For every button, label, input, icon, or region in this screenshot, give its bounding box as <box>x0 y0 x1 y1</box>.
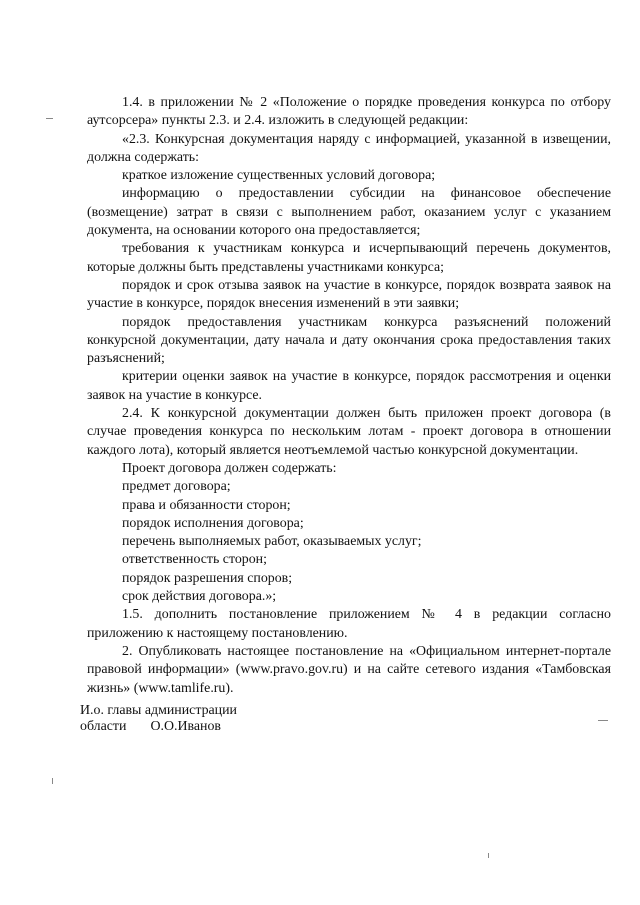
signature-title-region: области <box>80 719 127 734</box>
paragraph-1-4: 1.4. в приложении № 2 «Положение о порядке проведения конкурса по отбору аутсорсера» пункты 2.3. и 2.4. изложить в следующей редакции: <box>87 95 611 129</box>
signature-title: И.о. главы администрации <box>80 703 237 718</box>
document-body <box>87 94 611 698</box>
list-item: перечень выполняемых работ, оказываемых услуг; <box>122 534 422 550</box>
list-item: ответственность сторон; <box>122 552 267 568</box>
scan-speck <box>52 778 53 784</box>
list-item: предмет договора; <box>122 479 231 495</box>
signature-block <box>80 703 237 735</box>
paragraph-2-4: 2.4. К конкурсной документации должен быть приложен проект договора (в случае проведения конкурса по нескольким лотам - проект договора в отношении каждого лота), который является неотъемлемой частью конкурсной документации. <box>87 406 611 458</box>
list-item: порядок разрешения споров; <box>122 570 293 586</box>
list-item: порядок предоставления участникам конкурса разъяснений положений конкурсной документации, дату начала и дату окончания срока предоставления таких разъяснений; <box>87 314 611 367</box>
paragraph-2: 2. Опубликовать настоящее постановление на «Официальном интернет-портале правовой информации» (www.pravo.gov.ru) и на сайте сетевого издания «Тамбовская жизнь» (www.tamlife.ru). <box>87 643 611 696</box>
signature-name: О.О.Иванов <box>150 719 221 734</box>
list-item: информацию о предоставлении субсидии на финансовое обеспечение (возмещение) затрат в связи с выполнением работ, оказанием услуг с указанием документа, на основании которого она предоставляется; <box>87 186 611 239</box>
signature-line-2 <box>80 719 237 735</box>
list-item: порядок исполнения договора; <box>122 515 304 531</box>
paragraph-1-5: 1.5. дополнить постановление приложением № 4 в редакции согласно приложению к настоящему постановлению. <box>87 607 611 641</box>
list-item: права и обязанности сторон; <box>122 497 291 513</box>
scan-speck <box>46 118 53 119</box>
list-item: критерии оценки заявок на участие в конкурсе, порядок рассмотрения и оценки заявок на участие в конкурсе. <box>87 369 611 403</box>
scan-speck <box>488 853 489 858</box>
list-item: краткое изложение существенных условий договора; <box>122 168 436 184</box>
paragraph-2-3: «2.3. Конкурсная документация наряду с информацией, указанной в извещении, должна содержать: <box>87 131 611 165</box>
list-item: срок действия договора.»; <box>122 589 277 605</box>
list-item: порядок и срок отзыва заявок на участие в конкурсе, порядок возврата заявок на участие в конкурсе, порядок внесения изменений в эти заявки; <box>87 277 611 312</box>
list-item: требования к участникам конкурса и исчерпывающий перечень документов, которые должны быть представлены участниками конкурса; <box>87 241 611 275</box>
scan-speck <box>598 720 608 721</box>
paragraph-contract-intro: Проект договора должен содержать: <box>122 460 337 476</box>
